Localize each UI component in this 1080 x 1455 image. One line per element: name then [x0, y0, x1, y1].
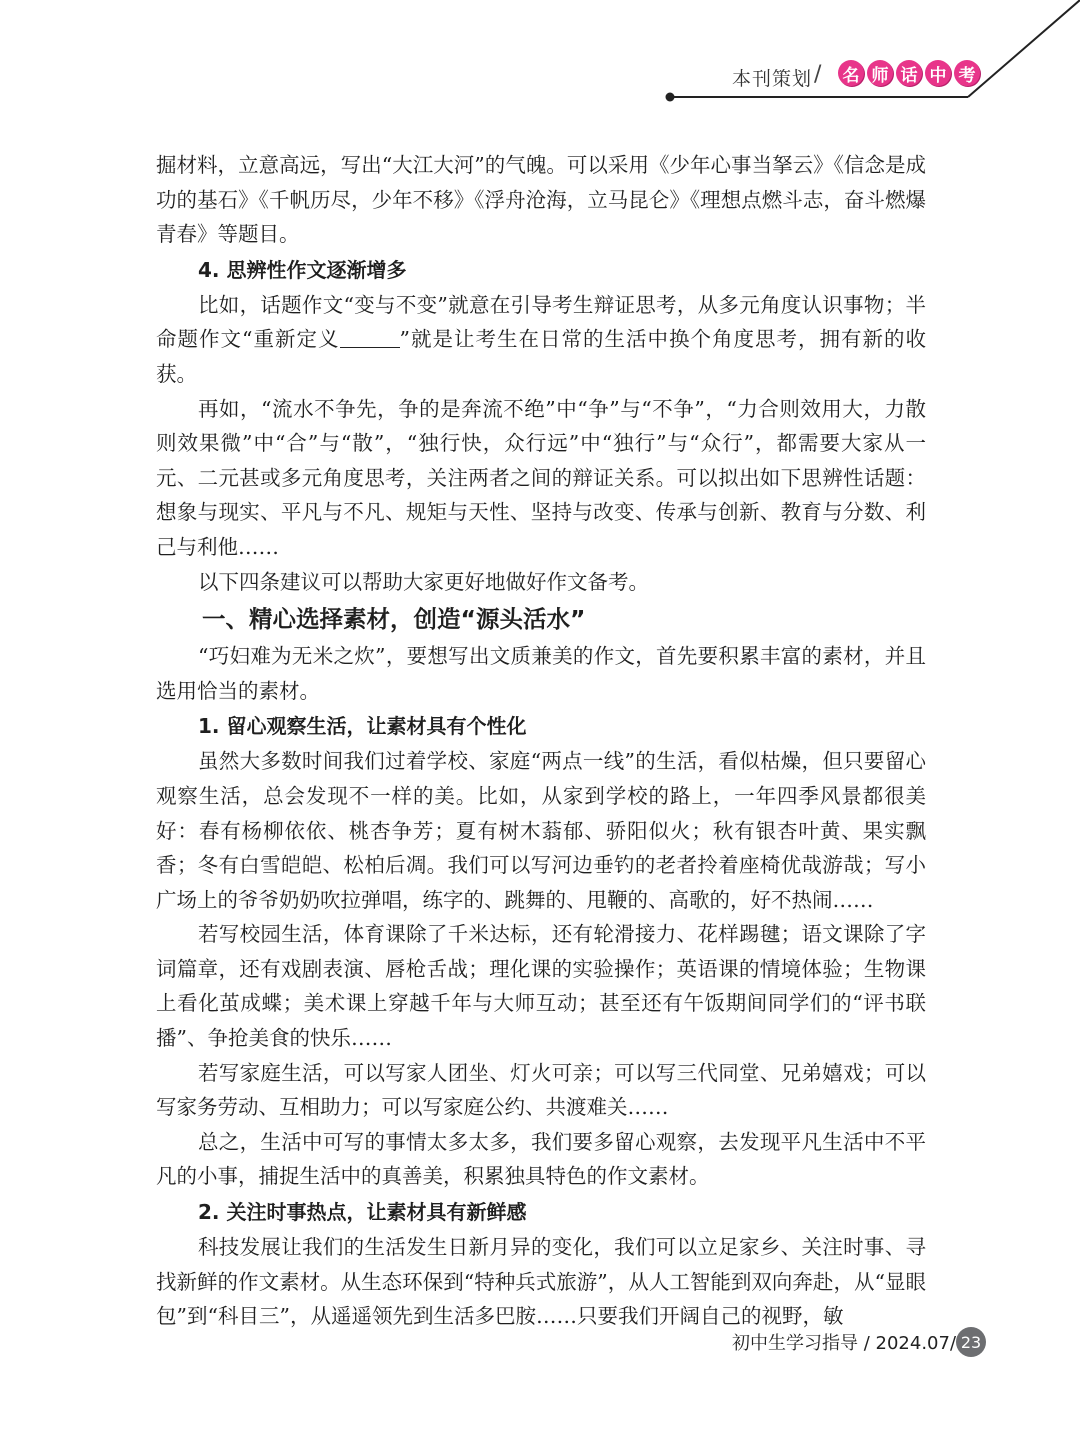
subheading: 1. 留心观察生活，让素材具有个性化: [198, 714, 527, 739]
fill-in-blank: [340, 327, 400, 348]
header-slash-divider: /: [814, 62, 822, 87]
brand-char: 师: [867, 60, 893, 86]
paragraph: “巧妇难为无米之炊”，要想写出文质兼美的作文，首先要积累丰富的素材，并且选用恰当的素材。: [156, 644, 926, 703]
brand-char: 名: [838, 60, 864, 86]
brand-char: 考: [954, 60, 980, 86]
paragraph-text: ”就是让考生在日常的生活中换个角度思考，拥有新的收获。: [156, 327, 927, 386]
subheading: 2. 关注时事热点，让素材具有新鲜感: [198, 1200, 527, 1225]
page-number-badge: 23: [956, 1327, 986, 1357]
paragraph: 若写校园生活，体育课除了千米达标，还有轮滑接力、花样踢毽；语文课除了字词篇章，还有戏剧表演、唇枪舌战；理化课的实验操作；英语课的情境体验；生物课上看化茧成蝶；美术课上穿越千年与大师互动；甚至还有午饭期间同学们的“评书联播”、争抢美食的快乐……: [156, 922, 926, 1051]
publication-footer: 初中生学习指导 / 2024.07/: [732, 1333, 957, 1354]
column-label: 本刊策划: [732, 68, 813, 90]
brand-char: 话: [896, 60, 922, 86]
paragraph: 掘材料，立意高远，写出“大江大河”的气魄。可以采用《少年心事当拏云》《信念是成功的基石》《千帆历尽，少年不移》《浮舟沧海，立马昆仑》《理想点燃斗志，奋斗燃爆青春》等题目。: [156, 153, 926, 247]
header-decoration: [0, 0, 1080, 110]
paragraph: 若写家庭生活，可以写家人团坐、灯火可亲；可以写三代同堂、兄弟嬉戏；可以写家务劳动、互相助力；可以写家庭公约、共渡难关……: [156, 1060, 926, 1120]
column-brand-logo: [838, 60, 983, 86]
subheading: 4. 思辨性作文逐渐增多: [198, 257, 407, 282]
paragraph: 虽然大多数时间我们过着学校、家庭“两点一线”的生活，看似枯燥，但只要留心观察生活，总会发现不一样的美。比如，从家到学校的路上，一年四季风景都很美好：春有杨柳依依、桃杏争芳；夏有树木蓊郁、骄阳似火；秋有银杏叶黄、果实飘香；冬有白雪皑皑、松柏后凋。我们可以写河边垂钓的老者拎着座椅优哉游哉；写小广场上的爷爷奶奶吹拉弹唱，练字的、跳舞的、甩鞭的、高歌的，好不热闹……: [156, 749, 926, 912]
paragraph: 科技发展让我们的生活发生日新月异的变化，我们可以立足家乡、关注时事、寻找新鲜的作文素材。从生态环保到“特种兵式旅游”，从人工智能到双向奔赴，从“显眼包”到“科目三”，从遥遥领先到生活多巴胺……只要我们开阔自己的视野，敏: [156, 1235, 926, 1329]
article-body: [156, 148, 926, 1334]
section-heading: 一、精心选择素材，创造“源头活水”: [202, 605, 586, 634]
paragraph: 以下四条建议可以帮助大家更好地做好作文备考。: [198, 569, 649, 594]
paragraph: 再如，“流水不争先，争的是奔流不绝”中“争”与“不争”，“力合则效用大，力散则效果微”中“合”与“散”，“独行快，众行远”中“独行”与“众行”，都需要大家从一元、二元甚或多元角度思考，关注两者之间的辩证关系。可以拟出如下思辨性话题：想象与现实、平凡与不凡、规矩与天性、坚持与改变、传承与创新、教育与分数、利己与利他……: [156, 396, 926, 559]
paragraph: 总之，生活中可写的事情太多太多，我们要多留心观察，去发现平凡生活中不平凡的小事，捕捉生活中的真善美，积累独具特色的作文素材。: [156, 1129, 926, 1189]
paragraph-text: 比如，话题作文“变与不变”就意在引导考生辩证思考，从多元角度认识事物；半命题作文“重新定义: [156, 292, 926, 352]
brand-char: 中: [925, 60, 951, 86]
paragraph: [156, 288, 926, 392]
